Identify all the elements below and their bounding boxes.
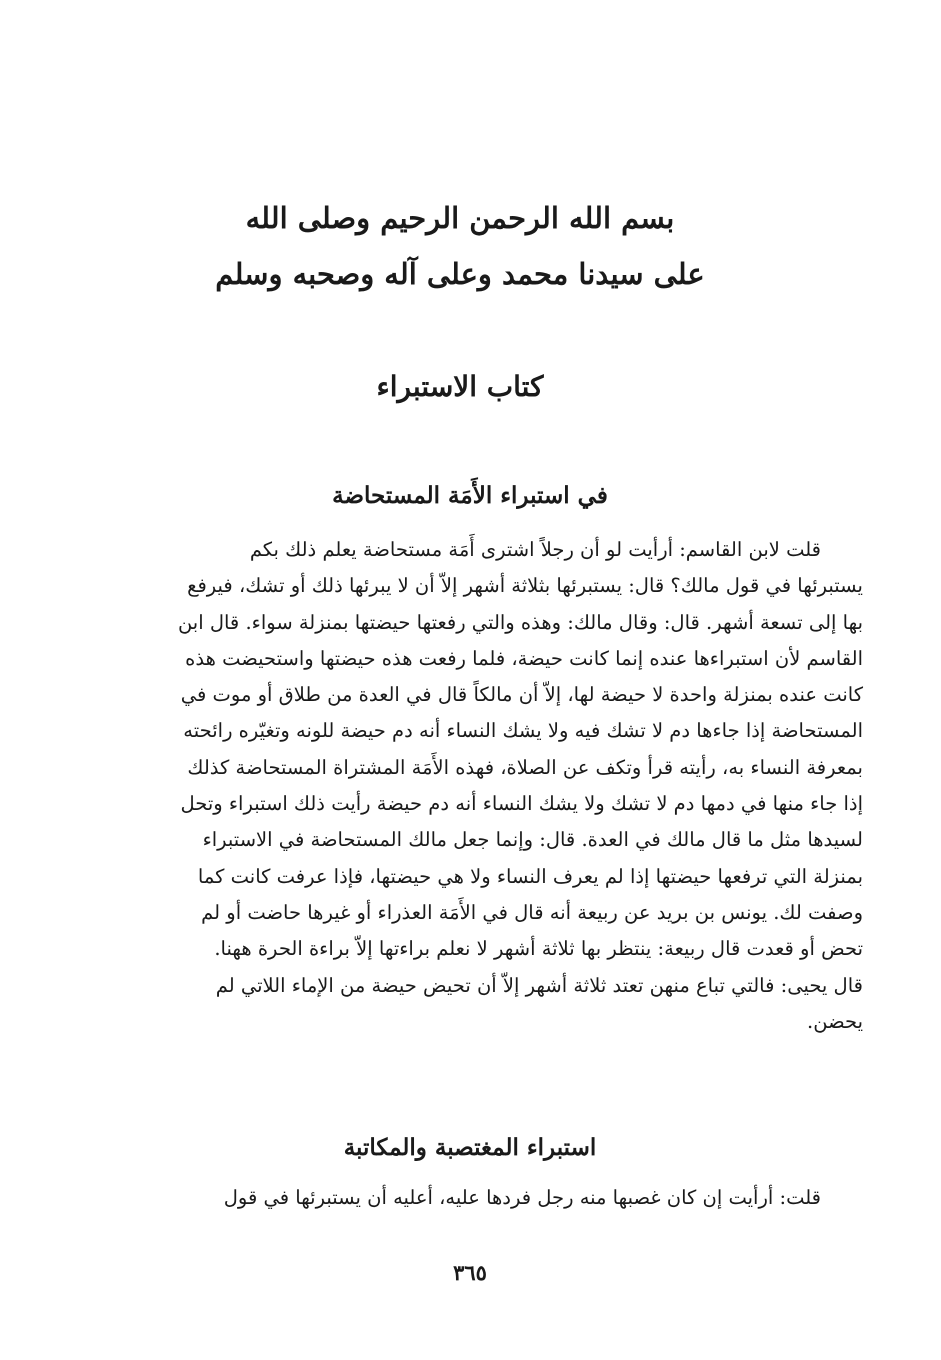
paragraph-line: القاسم لأن استبراءها عنده إنما كانت حيضة، فلما رفعت هذه حيضتها واستحيضت هذه: [185, 646, 863, 670]
book-title: كتاب الاستبراء: [376, 370, 544, 403]
paragraph-line: بمنزلة التي ترفعها حيضتها إذا لم يعرف النساء ولا هي حيضتها، فإذا عرفت كانت كما: [197, 864, 863, 888]
section-title-1: في استبراء الأَمَة المستحاضة: [332, 482, 608, 509]
paragraph-line: قلت لابن القاسم: أرأيت لو أن رجلاً اشترى أَمَة مستحاضة يعلم ذلك بكم: [249, 538, 821, 561]
paragraph-line: قال يحيى: فالتي تباع منهن تعتد ثلاثة أشهر إلاّ أن تحيض حيضة من الإماء اللاتي لم: [215, 973, 863, 997]
paragraph-line: إذا جاء منها في دمها دم لا تشك ولا يشك النساء أنه دم حيضة رأيت ذلك استبراء وتحل: [180, 792, 863, 816]
basmala-header: [180, 190, 740, 302]
paragraph-line: قلت: أرأيت إن كان غصبها منه رجل فردها عليه، أعليه أن يستبرئها في قول: [223, 1186, 821, 1209]
basmala-line-1: بسم الله الرحمن الرحيم وصلى الله: [245, 201, 675, 235]
paragraph-line: يستبرئها في قول مالك؟ قال: يستبرئها بثلاثة أشهر إلاّ أن لا يبرئها ذلك أو تشك، فيرفع: [187, 574, 863, 598]
paragraph-line: وصفت لك. يونس بن بريد عن ربيعة أنه قال في الأَمَة العذراء أو غيرها حاضت أو لم: [201, 900, 863, 924]
paragraph-line: بمعرفة النساء به، رأيته قرأ وتكف عن الصلاة، فهذه الأَمَة المشتراة المستحاضة كذلك: [187, 755, 863, 779]
paragraph-line: المستحاضة إذا جاءها دم لا تشك فيه ولا يشك النساء أنه دم حيضة للونه وتغيّره رائحته: [183, 719, 863, 743]
paragraph-line: لسيدها مثل ما قال مالك في العدة. قال: وإنما جعل مالك المستحاضة في الاستبراء: [202, 828, 863, 852]
paragraph-line: يحضن.: [807, 1009, 863, 1033]
paragraph-line: بها إلى تسعة أشهر. قال: وقال مالك: وهذه والتي رفعتها حيضتها بمنزلة سواء. قال ابن: [177, 610, 863, 634]
section-title-2: استبراء المغتصبة والمكاتبة: [343, 1134, 597, 1161]
page-number: ٣٦٥: [453, 1260, 487, 1285]
paragraph-line: كانت عنده بمنزلة واحدة لا حيضة لها، إلاّ أن مالكاً قال في العدة من طلاق أو موت في: [180, 683, 863, 707]
basmala-line-2: على سيدنا محمد وعلى آله وصحبه وسلم: [215, 257, 705, 291]
section-2-paragraph: [78, 1180, 863, 1216]
paragraph-line: تحض أو قعدت قال ربيعة: ينتظر بها ثلاثة أشهر لا نعلم براءتها إلاّ براءة الحرة ههنا.: [214, 937, 863, 961]
section-1-paragraph: [78, 532, 863, 1040]
